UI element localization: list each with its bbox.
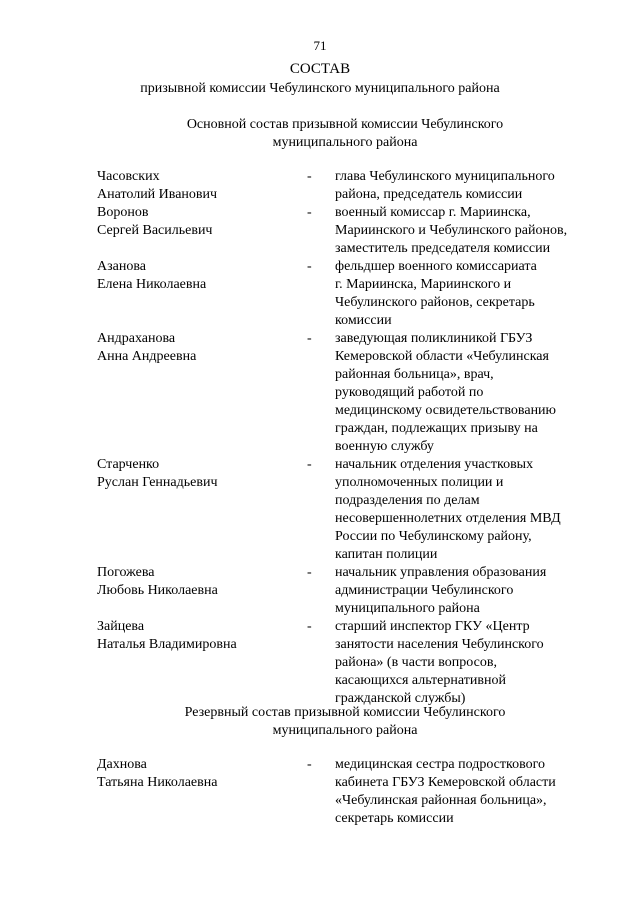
member-role xyxy=(335,168,597,204)
member-role-line: глава Чебулинского муниципального xyxy=(335,169,555,184)
member-given-names: Любовь Николаевна xyxy=(97,583,218,598)
member-dash: - xyxy=(307,619,312,634)
member-role xyxy=(335,456,597,564)
document-subtitle: призывной комиссии Чебулинского муниципального района xyxy=(140,81,500,96)
member-role-line: Кемеровской области «Чебулинская xyxy=(335,349,549,364)
member-role-line: подразделения по делам xyxy=(335,493,480,508)
member-given-names: Елена Николаевна xyxy=(97,277,207,292)
member-row xyxy=(97,564,617,618)
member-surname: Азанова xyxy=(97,259,146,274)
member-row xyxy=(97,456,617,564)
reserve-section-heading-line: муниципального района xyxy=(272,723,418,738)
member-role-line: несовершеннолетних отделения МВД xyxy=(335,511,561,526)
member-role-line: медицинская сестра подросткового xyxy=(335,757,545,772)
member-role-line: комиссии xyxy=(335,313,392,328)
member-given-names: Сергей Васильевич xyxy=(97,223,213,238)
document-title: СОСТАВ xyxy=(289,61,351,77)
member-dash: - xyxy=(307,457,312,472)
member-role-line: гражданской службы) xyxy=(335,691,466,706)
member-role-line: касающихся альтернативной xyxy=(335,673,506,688)
member-name xyxy=(97,330,307,366)
member-role-line: Мариинского и Чебулинского районов, xyxy=(335,223,568,238)
main-section-heading xyxy=(100,116,590,152)
member-role-line: граждан, подлежащих призыву на xyxy=(335,421,538,436)
member-surname: Воронов xyxy=(97,205,149,220)
member-role-line: района» (в части вопросов, xyxy=(335,655,497,670)
member-role xyxy=(335,204,597,258)
page-number: 71 xyxy=(313,38,327,53)
member-role-line: начальник отделения участковых xyxy=(335,457,534,472)
member-name xyxy=(97,618,307,654)
member-role-line: руководящий работой по xyxy=(335,385,484,400)
reserve-section-heading xyxy=(100,704,590,740)
member-given-names: Анна Андреевна xyxy=(97,349,197,364)
main-section-heading-line: муниципального района xyxy=(272,135,418,150)
member-row xyxy=(97,330,617,456)
member-given-names: Руслан Геннадьевич xyxy=(97,475,218,490)
member-dash: - xyxy=(307,259,312,274)
member-dash: - xyxy=(307,331,312,346)
member-role-line: старший инспектор ГКУ «Центр xyxy=(335,619,530,634)
member-row xyxy=(97,618,617,708)
member-role-line: начальник управления образования xyxy=(335,565,547,580)
member-role-line: «Чебулинская районная больница», xyxy=(335,793,547,808)
reserve-member-list xyxy=(97,756,617,828)
member-dash: - xyxy=(307,757,312,772)
member-role-line: уполномоченных полиции и xyxy=(335,475,504,490)
member-row xyxy=(97,258,617,330)
member-name xyxy=(97,756,307,792)
member-role-line: администрации Чебулинского xyxy=(335,583,514,598)
member-role xyxy=(335,330,597,456)
member-surname: Зайцева xyxy=(97,619,145,634)
member-role-line: военную службу xyxy=(335,439,434,454)
member-surname: Часовских xyxy=(97,169,160,184)
member-role-line: заведующая поликлиникой ГБУЗ xyxy=(335,331,533,346)
member-surname: Дахнова xyxy=(97,757,147,772)
member-row xyxy=(97,756,617,828)
member-role xyxy=(335,756,597,828)
member-surname: Андраханова xyxy=(97,331,176,346)
main-section-heading-line: Основной состав призывной комиссии Чебулинского xyxy=(186,117,504,132)
member-given-names: Анатолий Иванович xyxy=(97,187,218,202)
member-role-line: секретарь комиссии xyxy=(335,811,454,826)
member-role-line: г. Мариинска, Мариинского и xyxy=(335,277,512,292)
member-dash: - xyxy=(307,169,312,184)
member-role-line: занятости населения Чебулинского xyxy=(335,637,544,652)
member-role-line: заместитель председателя комиссии xyxy=(335,241,551,256)
member-role-line: фельдшер военного комиссариата xyxy=(335,259,537,274)
main-member-list xyxy=(97,168,617,708)
member-role-line: муниципального района xyxy=(335,601,480,616)
member-row xyxy=(97,168,617,204)
member-dash: - xyxy=(307,205,312,220)
member-role-line: кабинета ГБУЗ Кемеровской области xyxy=(335,775,556,790)
member-name xyxy=(97,258,307,294)
member-role-line: района, председатель комиссии xyxy=(335,187,523,202)
member-role xyxy=(335,618,597,708)
member-name xyxy=(97,168,307,204)
member-dash: - xyxy=(307,565,312,580)
member-given-names: Татьяна Николаевна xyxy=(97,775,218,790)
member-name xyxy=(97,564,307,600)
member-role xyxy=(335,564,597,618)
member-role-line: медицинскому освидетельствованию xyxy=(335,403,557,418)
member-role-line: капитан полиции xyxy=(335,547,438,562)
member-surname: Старченко xyxy=(97,457,160,472)
member-surname: Погожева xyxy=(97,565,155,580)
member-row xyxy=(97,204,617,258)
member-role-line: военный комиссар г. Мариинска, xyxy=(335,205,531,220)
member-role-line: Чебулинского районов, секретарь xyxy=(335,295,535,310)
member-given-names: Наталья Владимировна xyxy=(97,637,237,652)
member-name xyxy=(97,456,307,492)
reserve-section-heading-line: Резервный состав призывной комиссии Чебулинского xyxy=(184,705,506,720)
member-name xyxy=(97,204,307,240)
member-role xyxy=(335,258,597,330)
member-role-line: районная больница», врач, xyxy=(335,367,494,382)
member-role-line: России по Чебулинскому району, xyxy=(335,529,532,544)
